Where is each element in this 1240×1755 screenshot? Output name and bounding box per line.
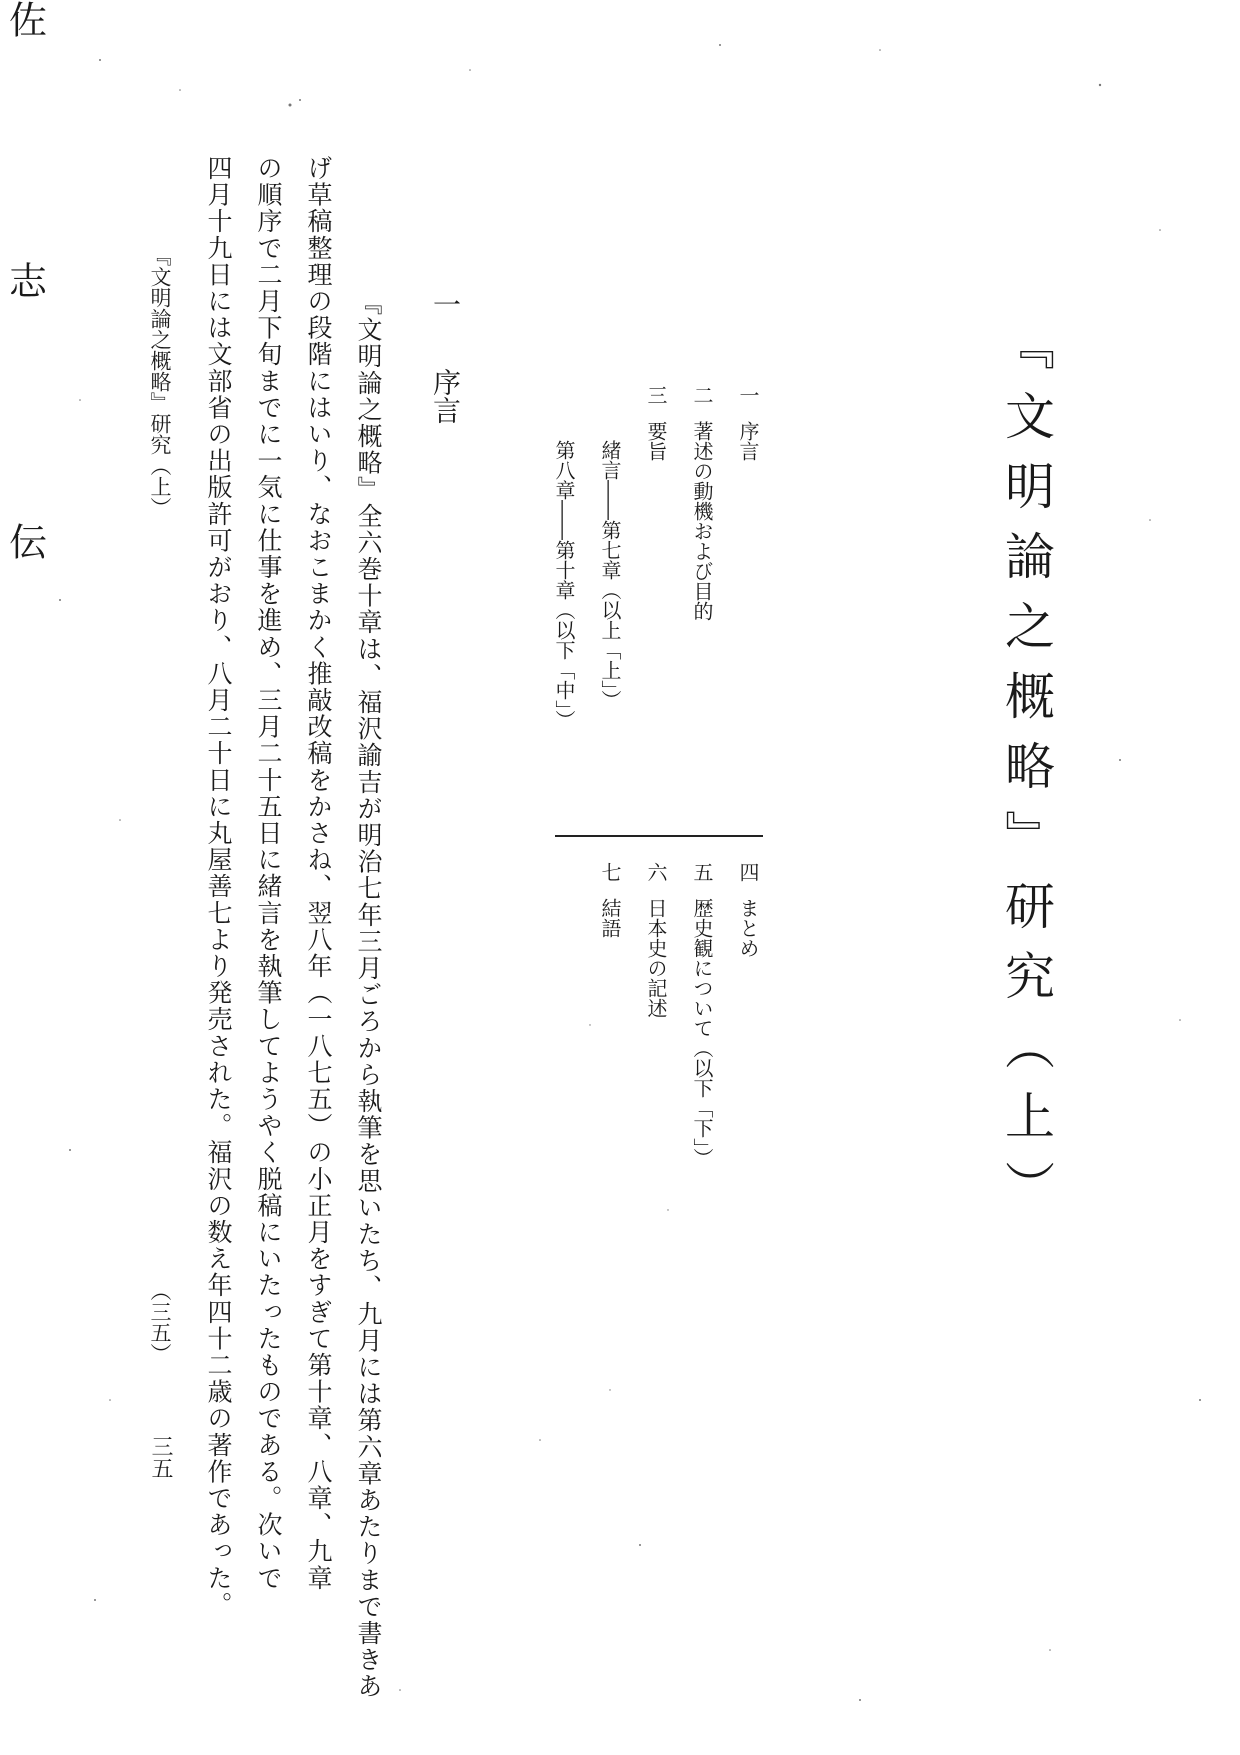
toc-item-number: 五: [690, 862, 714, 882]
toc-item-label: 要旨: [644, 421, 668, 461]
article-title: 『文明論之概略』研究（上）: [997, 320, 1055, 1230]
toc-item-number: 三: [644, 385, 668, 405]
toc-item-number: 七: [598, 862, 622, 882]
section-number: 一: [429, 290, 462, 318]
section-heading: [425, 290, 465, 424]
toc-item-label: まとめ: [736, 898, 760, 958]
author-char: 伝: [2, 522, 47, 560]
toc-item-label: 日本史の記述: [644, 898, 668, 1018]
toc-item-number: 一: [736, 385, 760, 405]
toc-item: [646, 862, 666, 1018]
author-char: 佐: [2, 0, 47, 38]
folio-parenthetical: （三五）: [148, 1280, 172, 1364]
toc-item: [738, 862, 758, 958]
toc-item-label: 結語: [598, 898, 622, 938]
body-text-column: げ草稿整理の段階にはいり、なおこまかく推敲改稿をかさね、翌八年（一八七五）の小正月をすぎて第十章、八章、九章: [304, 155, 333, 1592]
toc-item-number: 二: [690, 385, 714, 405]
toc-item-number: 六: [644, 862, 668, 882]
body-text-column: 『文明論之概略』全六巻十章は、福沢諭吉が明治七年三月ごろから執筆を思いたち、九月には第六章あたりまで書きあ: [354, 290, 383, 1700]
body-text-column: 四月十九日には文部省の出版許可がおり、八月二十日に丸屋善七より発売された。福沢の数え年四十二歳の著作であった。: [204, 155, 233, 1618]
body-text-column: の順序で二月下旬までに一気に仕事を進め、三月二十五日に緒言を執筆してようやく脱稿にいたったものである。次いで: [254, 155, 283, 1592]
toc-item: [692, 862, 712, 1168]
toc-item: [646, 385, 666, 461]
page-number: 三五: [148, 1435, 173, 1479]
section-title: 序言: [429, 368, 462, 424]
toc-item-label: 序言: [736, 421, 760, 461]
running-title: 『文明論之概略』研究（上）: [148, 245, 172, 518]
toc-subitem: 緒言――第七章（以上「上」）: [598, 440, 622, 710]
toc-item: [738, 385, 758, 461]
toc-item: [600, 862, 620, 938]
toc-subitem: 第八章――第十章（以下「中」）: [552, 440, 576, 730]
toc-item-label: 歴史観について（以下「下」）: [690, 898, 714, 1168]
author-char: 志: [2, 261, 47, 299]
toc-item: [692, 385, 712, 621]
toc-divider: [555, 835, 763, 837]
toc-item-number: 四: [736, 862, 760, 882]
toc-item-label: 著述の動機および目的: [690, 421, 714, 621]
article-author: [0, 0, 50, 560]
